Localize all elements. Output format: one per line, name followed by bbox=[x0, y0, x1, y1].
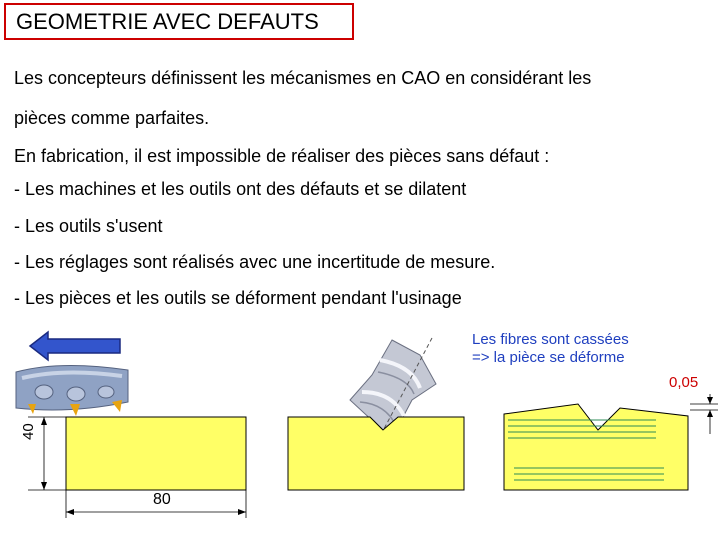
milling-cutter-icon bbox=[12, 362, 130, 416]
deformation-note bbox=[472, 331, 629, 367]
deformed-workpiece bbox=[504, 404, 688, 490]
bullet-item: - Les outils s'usent bbox=[14, 216, 163, 236]
slide-title: GEOMETRIE AVEC DEFAUTS bbox=[4, 3, 354, 40]
flatness-dimension: 0,05 bbox=[669, 374, 699, 391]
intro-line-1: Les concepteurs définissent les mécanismes en CAO en considérant les bbox=[14, 68, 592, 88]
width-dimension: 80 bbox=[153, 491, 171, 508]
drilled-workpiece bbox=[288, 417, 464, 490]
height-dimension: 40 bbox=[20, 423, 37, 440]
fabrication-intro: En fabrication, il est impossible de réaliser des pièces sans défaut : bbox=[14, 146, 550, 166]
workpiece-block bbox=[66, 417, 246, 490]
note-line-1: Les fibres sont cassées bbox=[472, 331, 629, 348]
bullet-item: - Les réglages sont réalisés avec une incertitude de mesure. bbox=[14, 252, 496, 272]
bullet-item: - Les pièces et les outils se déforment pendant l'usinage bbox=[14, 288, 462, 308]
bullet-item: - Les machines et les outils ont des défauts et se dilatent bbox=[14, 179, 467, 199]
feed-arrow-icon bbox=[30, 332, 120, 360]
note-line-2: => la pièce se déforme bbox=[472, 349, 625, 366]
intro-line-2: pièces comme parfaites. bbox=[14, 108, 210, 128]
